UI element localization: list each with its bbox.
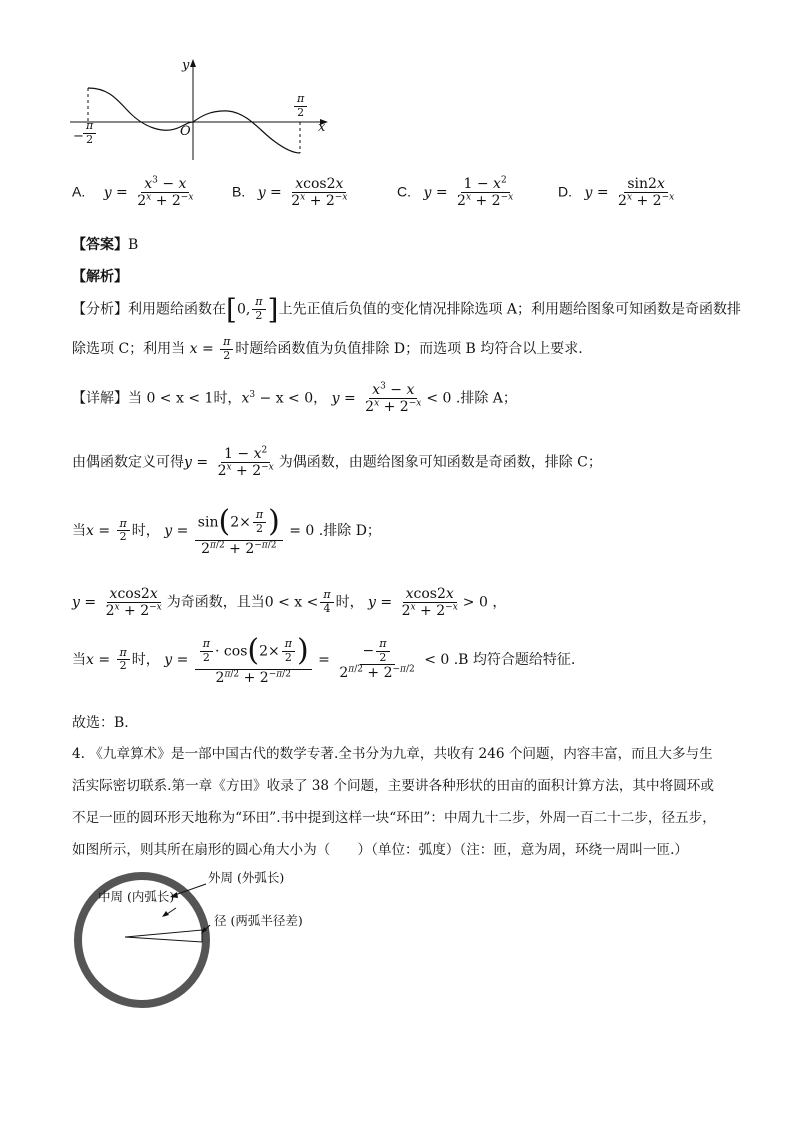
option-c: C. y = $\frac{1 - x^2}{2^x + 2^{-x}}$: [397, 175, 514, 210]
answer-line: [72, 234, 138, 254]
question4-line-3: 不足一匝的圆环形天地称为“环田”.书中提到这样一块“环田”：中周九十二步，外周一百二十二步，径五步，: [72, 810, 716, 826]
answer-label: 【答案】: [72, 237, 128, 253]
analysis-line-1: 【分析】利用题给函数在[0, $\frac{\pi}{2}$ ]上先正值后负值的变化情况排除选项 A；利用题给图象可知函数是奇函数排: [72, 293, 742, 326]
left-tick-minus: −: [73, 129, 84, 144]
inner-arc-label: 中周 (内弧长): [98, 889, 175, 904]
right-tick-frac: $\frac{\pi}{2}$: [294, 93, 307, 119]
option-d: D. y = $\frac{\sin 2x}{2^x + 2^{-x}}$: [558, 176, 675, 210]
outer-arc-label: 外周 (外弧长): [208, 870, 285, 885]
detail-line-5: 当x = $\frac{\pi}{2}$ 时， y = $\frac{\pi}{2}$ · cos(2× $\frac{\pi}{2}$ ) $2^{\pi/2} + 2^{-\pi/2}$ = − $\frac{\pi}{2}$ $2^{\pi/2} + 2^{-\pi/2}$ < 0 .B 均符合题给特征.: [72, 633, 576, 686]
radius-diff-label: 径 (两弧半径差): [214, 913, 303, 928]
analysis-title: 【解析】: [72, 269, 128, 285]
x-axis-label: x: [318, 120, 326, 135]
question4-line-4: 如图所示，则其所在扇形的圆心角大小为（ ）（单位：弧度）（注：匝，意为周，环绕一周叫一匝.）: [72, 842, 689, 858]
conclusion: 故选：B.: [72, 715, 129, 731]
option-b: B. y = $\frac{xcos2x}{2^x + 2^{-x}}$: [232, 176, 348, 210]
detail-line-3: 当x = $\frac{\pi}{2}$ 时， y = sin(2× $\frac{\pi}{2}$ ) $2^{\pi/2} + 2^{-\pi/2}$ = 0 .排除 D；: [72, 504, 381, 557]
y-axis-label: y: [182, 58, 190, 73]
question4-line-1: 4. 《九章算术》是一部中国古代的数学专著.全书分为九章，共收有 246 个问题，内容丰富，而且大多与生: [72, 746, 713, 762]
left-tick-frac: $\frac{\pi}{2}$: [83, 120, 96, 146]
analysis-line-2: 除选项 C；利用当 x = $\frac{\pi}{2}$ 时题给函数值为负值排除 D；而选项 B 均符合以上要求.: [72, 335, 583, 362]
detail-line-1: 【详解】当 0 < x < 1时，$x^3 - x < 0$， y = $\frac{x^3 - x}{2^x + 2^{-x}}$ < 0 .排除 A；: [72, 381, 517, 416]
detail-line-2: 由偶函数定义可得y = $\frac{1 - x^2}{2^x + 2^{-x}}$ 为偶函数，由题给图象可知函数是奇函数，排除 C；: [72, 445, 602, 480]
answer-value: B: [128, 237, 139, 253]
detail-line-4: y = $\frac{xcos2x}{2^x + 2^{-x}}$ 为奇函数，且当0 < x < $\frac{\pi}{4}$ 时， y = $\frac{xcos2x}{2^x + 2^{-x}}$ > 0 ，: [72, 586, 507, 620]
option-a: A. y = $\frac{x^3 - x}{2^x + 2^{-x}}$: [72, 175, 194, 210]
origin-label: O: [180, 124, 191, 139]
question4-line-2: 活实际密切联系.第一章《方田》收录了 38 个问题，主要讲各种形状的田亩的面积计算方法，其中将圆环或: [72, 778, 714, 794]
